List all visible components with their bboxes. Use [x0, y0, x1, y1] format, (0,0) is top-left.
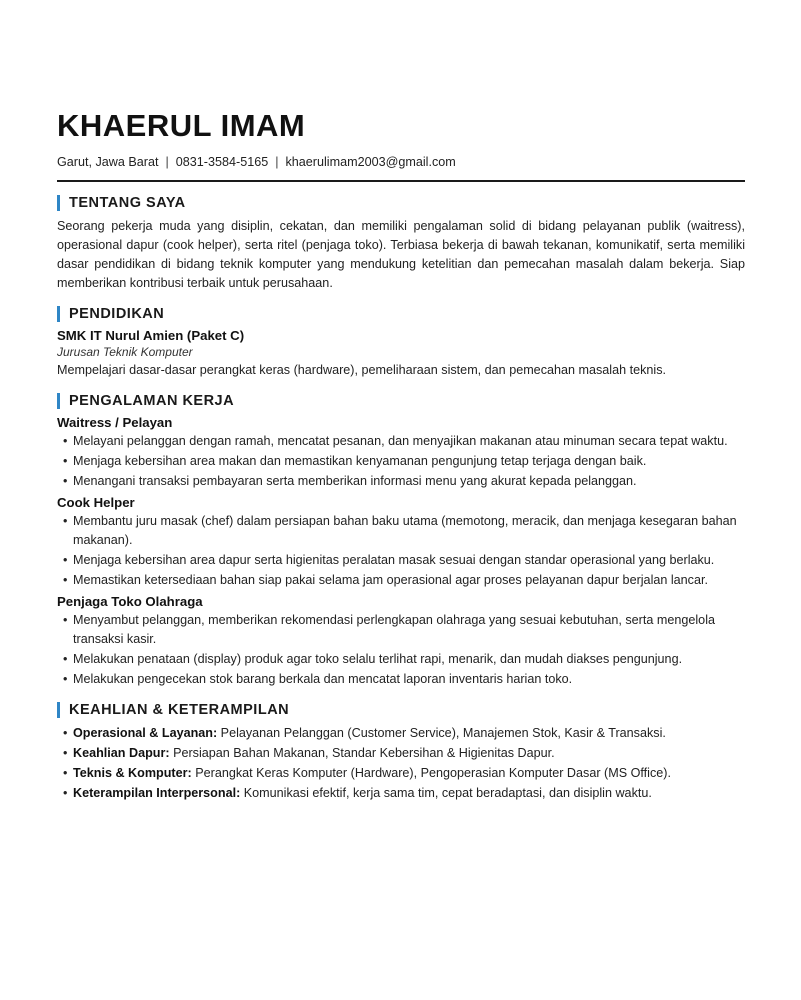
list-item: • Membantu juru masak (chef) dalam persiapan bahan baku utama (memotong, meracik, dan menjaga kesegaran bahan makanan).: [63, 514, 737, 547]
section-heading-about: [57, 195, 744, 211]
job-title: Cook Helper: [57, 495, 135, 510]
job-bullet-list: [57, 512, 744, 590]
accent-bar: [57, 195, 60, 211]
list-item: • Keahlian Dapur: Persiapan Bahan Makanan, Standar Kebersihan & Higienitas Dapur.: [63, 746, 555, 760]
job-bullet-list: [57, 611, 744, 689]
email-link[interactable]: khaerulimam2003@gmail.com: [285, 155, 456, 169]
education-description: Mempelajari dasar-dasar perangkat keras (hardware), pemeliharaan sistem, dan pemecahan masalah teknis.: [57, 363, 667, 377]
list-item: • Operasional & Layanan: Pelayanan Pelanggan (Customer Service), Manajemen Stok, Kasir & Transaksi.: [63, 726, 666, 740]
location-text: Garut, Jawa Barat: [57, 155, 159, 169]
list-item: • Menjaga kebersihan area makan dan memastikan kenyamanan pengunjung tetap terjaga dengan baik.: [63, 454, 647, 468]
list-item: • Memastikan ketersediaan bahan siap pakai selama jam operasional agar proses pelayanan dapur berjalan lancar.: [63, 573, 708, 587]
phone-text: 0831-3584-5165: [175, 155, 269, 169]
separator: |: [275, 155, 279, 169]
list-item: • Teknis & Komputer: Perangkat Keras Komputer (Hardware), Pengoperasian Komputer Dasar (MS Office).: [63, 766, 671, 780]
list-item: • Melayani pelanggan dengan ramah, mencatat pesanan, dan menyajikan makanan atau minuman secara tepat waktu.: [63, 434, 728, 448]
section-heading-education: [57, 306, 744, 322]
list-item: • Menjaga kebersihan area dapur serta higienitas peralatan masak sesuai dengan standar operasional yang berlaku.: [63, 553, 715, 567]
list-item: • Menangani transaksi pembayaran serta memberikan informasi menu yang akurat kepada pelanggan.: [63, 474, 637, 488]
list-item: • Keterampilan Interpersonal: Komunikasi efektif, kerja sama tim, cepat beradaptasi, dan disiplin waktu.: [63, 786, 652, 800]
section-heading-text: KEAHLIAN & KETERAMPILAN: [69, 702, 290, 718]
section-heading-skills: [57, 702, 744, 718]
school-name: SMK IT Nurul Amien (Paket C): [57, 328, 245, 343]
list-item: • Melakukan pengecekan stok barang berkala dan mencatat laporan inventaris harian toko.: [63, 672, 573, 686]
job-bullet-list: [57, 432, 744, 491]
accent-bar: [57, 702, 60, 718]
section-heading-text: PENDIDIKAN: [69, 306, 165, 322]
section-heading-experience: [57, 393, 744, 409]
section-heading-text: TENTANG SAYA: [69, 195, 186, 211]
job-title: Penjaga Toko Olahraga: [57, 594, 203, 609]
skills-list: [57, 724, 744, 803]
about-paragraph: Seorang pekerja muda yang disiplin, cekatan, dan memiliki pengalaman solid di bidang pelayanan publik (waitress), operasional dapur (cook helper), serta ritel (penjaga toko). Terbiasa bekerja di bawah tekanan, komunikatif, serta memiliki dasar pendidikan di bidang teknik komputer yang mendukung ketelitian dan pemecahan masalah dalam bekerja. Siap memberikan kontribusi terbaik untuk perusahaan.: [57, 219, 745, 290]
list-item: • Menyambut pelanggan, memberikan rekomendasi perlengkapan olahraga yang sesuai kebutuhan, serta mengelola transaksi kasir.: [63, 613, 715, 646]
header-divider: [57, 180, 745, 182]
section-heading-text: PENGALAMAN KERJA: [69, 393, 235, 409]
contact-line: [57, 155, 744, 169]
separator: |: [165, 155, 169, 169]
major-name: Jurusan Teknik Komputer: [57, 345, 193, 359]
accent-bar: [57, 306, 60, 322]
candidate-name: KHAERUL IMAM: [57, 108, 306, 143]
accent-bar: [57, 393, 60, 409]
job-title: Waitress / Pelayan: [57, 415, 173, 430]
list-item: • Melakukan penataan (display) produk agar toko selalu terlihat rapi, menarik, dan mudah diakses pengunjung.: [63, 652, 683, 666]
